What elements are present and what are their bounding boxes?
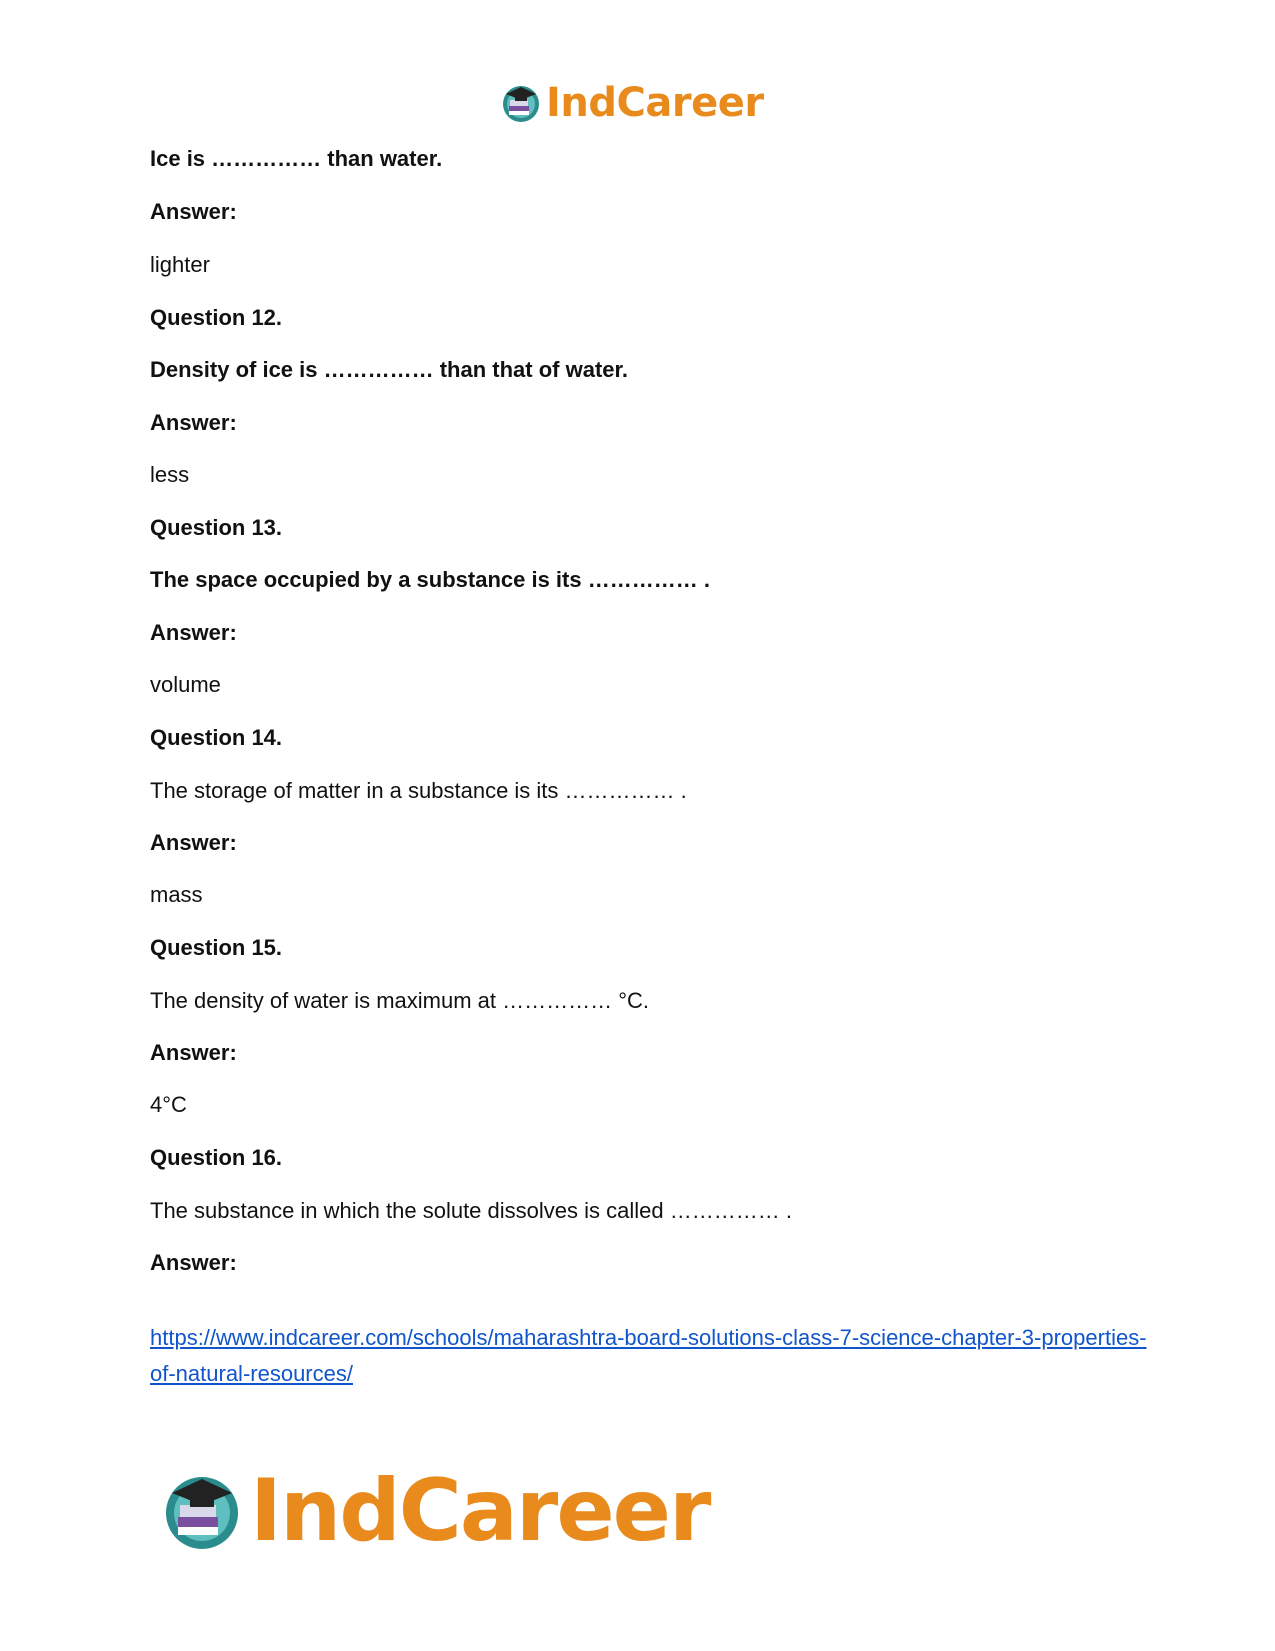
- answer-label: Answer:: [150, 1250, 237, 1275]
- logo-wordmark: IndCareer: [546, 80, 764, 126]
- logo-wordmark: IndCareer: [250, 1461, 710, 1561]
- indcareer-emblem-icon: [500, 82, 542, 124]
- answer-text: 4°C: [150, 1092, 187, 1117]
- question-14-text: The storage of matter in a substance is its …………… .: [150, 778, 687, 803]
- answer-label: Answer:: [150, 830, 237, 855]
- answer-label: Answer:: [150, 410, 237, 435]
- question-16-label: Question 16.: [150, 1145, 283, 1170]
- answer-text: less: [150, 462, 190, 487]
- question-12-label: Question 12.: [150, 305, 283, 330]
- answer-text: volume: [150, 672, 221, 697]
- question-14-label: Question 14.: [150, 725, 283, 750]
- answer-label: Answer:: [150, 199, 237, 224]
- indcareer-emblem-icon: [160, 1469, 244, 1553]
- answer-text: lighter: [150, 252, 210, 277]
- footer-logo: [160, 1461, 710, 1561]
- question-12-text: Density of ice is …………… than that of water.: [150, 357, 628, 382]
- header-logo: [500, 78, 764, 128]
- question-11-text: Ice is …………… than water.: [150, 146, 443, 171]
- answer-text: mass: [150, 882, 203, 907]
- question-15-label: Question 15.: [150, 935, 283, 960]
- source-url-link[interactable]: https://www.indcareer.com/schools/maharashtra-board-solutions-class-7-science-chapter-3-properties-of-natural-resources/: [150, 1325, 1147, 1386]
- answer-label: Answer:: [150, 1040, 237, 1065]
- question-13-text: The space occupied by a substance is its …………… .: [150, 567, 710, 592]
- question-15-text: The density of water is maximum at …………… °C.: [150, 988, 650, 1013]
- question-13-label: Question 13.: [150, 515, 283, 540]
- answer-label: Answer:: [150, 620, 237, 645]
- question-16-text: The substance in which the solute dissolves is called …………… .: [150, 1198, 792, 1223]
